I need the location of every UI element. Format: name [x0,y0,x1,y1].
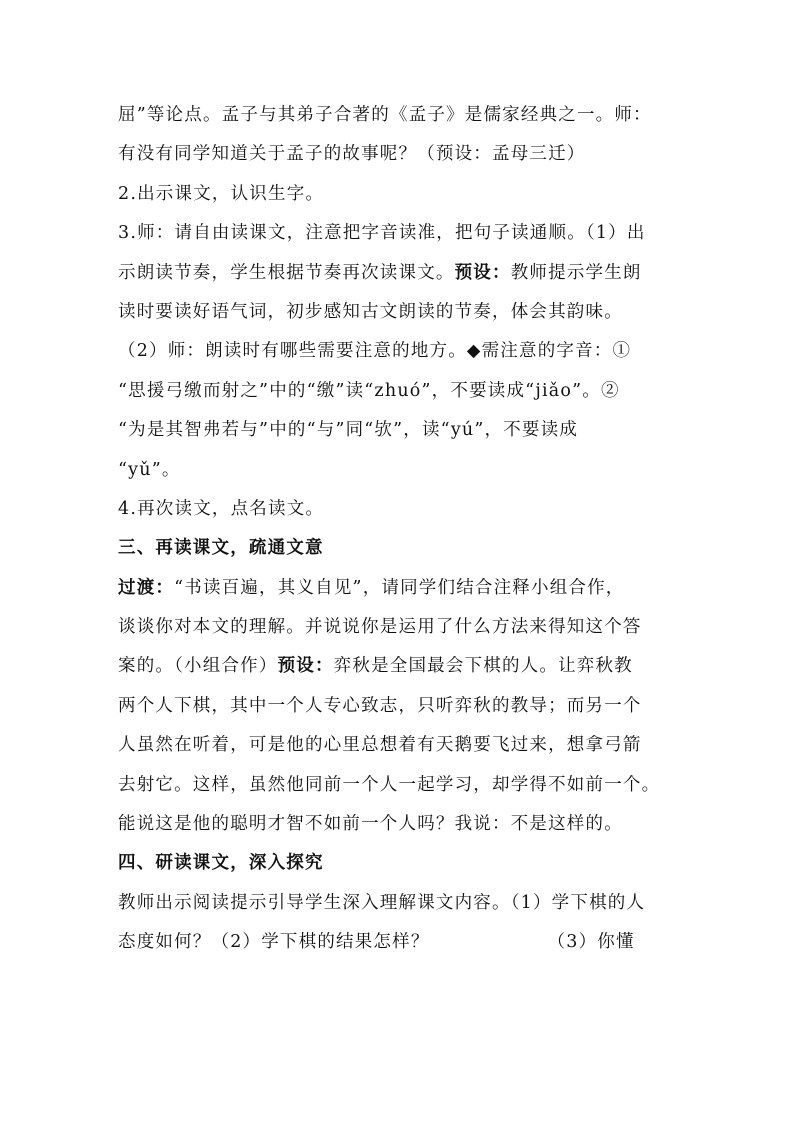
text-run: 弈秋是全国最会下棋的人。让弈秋教 [333,656,633,677]
text-run: “书读百遍，其义自见”，请同学们结合注释小组合作， [174,577,625,598]
text-line [118,569,678,608]
text-line: 2.出示课文，认识生字。 [118,183,325,204]
text-line [118,923,678,962]
text-line [118,647,678,686]
text-line: 去射它。这样，虽然他同前一个人一起学习，却学得不如前一个。 [118,774,661,795]
text-line: 能说这是他的聪明才智不如前一个人吗？我说：不是这样的。 [118,814,623,835]
text-line: 教师出示阅读提示引导学生深入理解课文内容。（1）学下棋的人 [118,892,646,913]
text-run: 示朗读节奏，学生根据节奏再次读课文。 [118,262,455,283]
text-line: 屈”等论点。孟子与其弟子合著的《孟子》是儒家经典之一。师： [118,105,652,125]
text-line: 谈谈你对本文的理解。并说说你是运用了什么方法来得知这个答 [118,617,642,638]
section-heading-4: 四、研读课文，深入探究 [118,853,324,874]
text-line: “思援弓缴而射之”中的“缴”读“zhuó”，不要读成“jiǎo”。② [118,380,620,401]
text-line: 有没有同学知道关于孟子的故事呢？（预设：孟母三迁） [118,144,586,165]
text-line [118,254,678,293]
text-line: 人虽然在听着，可是他的心里总想着有天鹅要飞过来，想拿弓箭 [118,735,642,756]
text-line: 3.师：请自由读课文，注意把字音读准，把句子读通顺。（1）出 [118,223,646,244]
text-line: 读时要读好语气词，初步感知古文朗读的节奏，体会其韵味。 [118,301,623,322]
text-line: “yǔ”。 [118,459,181,480]
text-line: （2）师：朗读时有哪些需要注意的地方。◆需注意的字音：① [118,341,632,362]
text-run: 案的。（小组合作） [118,656,278,677]
text-line: 两个人下棋，其中一个人专心致志，只听弈秋的教导；而另一个 [118,695,642,716]
text-run: 教师提示学生朗 [510,262,642,283]
text-run: （3）你懂 [547,932,635,953]
bold-label-yushe: 预设： [454,262,511,283]
lesson-plan-body [118,96,678,963]
section-heading-3: 三、再读课文，疏通文意 [118,538,324,559]
text-run: 态度如何？（2）学下棋的结果怎样？ [118,932,430,953]
text-line: “为是其智弗若与”中的“与”同“欤”，读“yú”，不要读成 [118,420,579,441]
bold-label-yushe: 预设： [277,656,334,677]
bold-label-guodu: 过渡： [118,577,175,598]
text-line: 4.再次读文，点名读文。 [118,498,325,519]
